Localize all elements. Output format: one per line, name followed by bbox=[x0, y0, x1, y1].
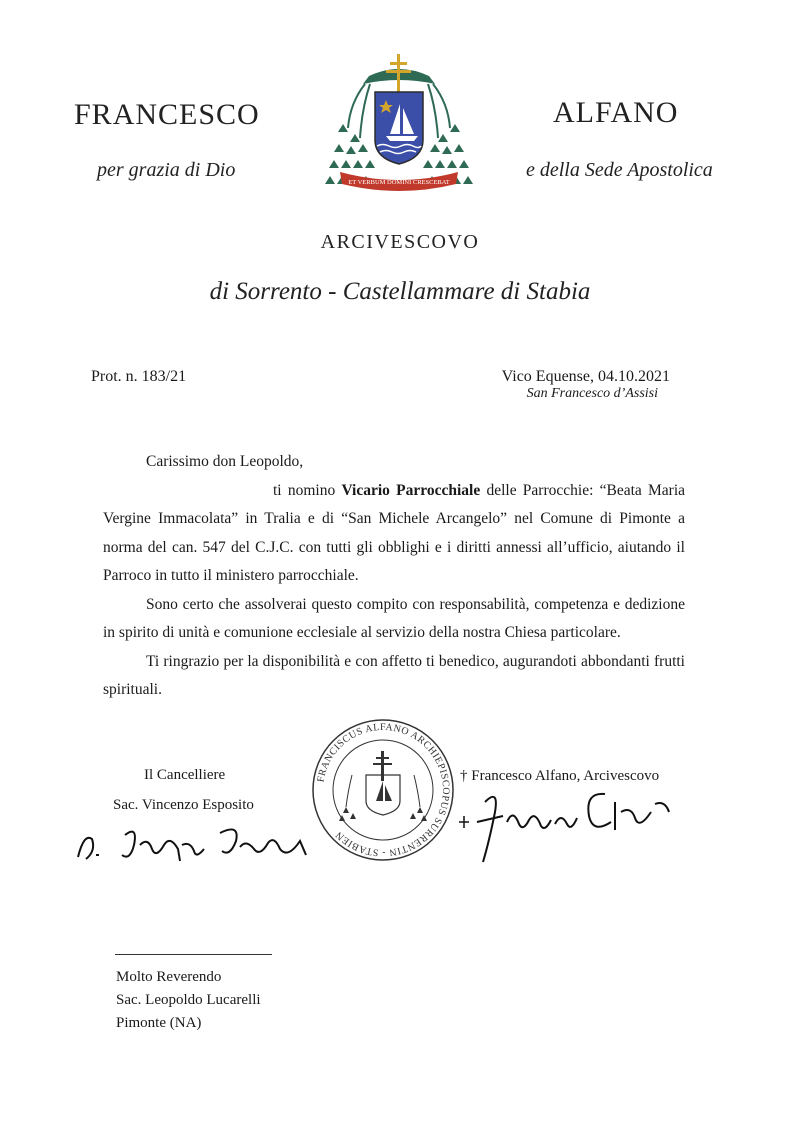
archbishop-last-name: ALFANO bbox=[553, 96, 679, 129]
coat-of-arms-icon bbox=[320, 48, 478, 198]
seal-text: FRANCISCUS ALFANO ARCHIEPISCOPUS SURRENTIN - STABIEN bbox=[315, 721, 452, 859]
salutation: Carissimo don Leopoldo, bbox=[146, 453, 304, 470]
recipient-name: Sac. Leopoldo Lucarelli bbox=[116, 992, 261, 1008]
paragraph-confidence: Sono certo che assolverai questo compito con responsabilità, competenza e dedizione in spirito di unità e comunione ecclesiale al servizio della nostra Chiesa particolare. bbox=[103, 595, 685, 641]
chancellor-signature-icon bbox=[70, 815, 320, 870]
paragraph-thanks: Ti ringrazio per la disponibilità e con affetto ti benedico, augurandoti abbondanti frutti spirituali. bbox=[103, 652, 685, 698]
appointment-role: Vicario Parrocchiale bbox=[341, 481, 481, 499]
place-date: Vico Equense, 04.10.2021 bbox=[501, 368, 670, 385]
recipient-honorific: Molto Reverendo bbox=[116, 969, 222, 985]
official-seal-icon bbox=[308, 715, 458, 865]
diocese-name: di Sorrento - Castellammare di Stabia bbox=[209, 278, 591, 305]
appointment-post: delle Parrocchie: “Beata Maria Vergine Immacolata” in Tralia e di “San Michele Arcangelo” nel Comune di Pimonte a norma del can. 547 del C.J.C. con tutti gli obblighi e i diritti annessi all’ufficio, aiutando il Parroco in tutto il ministero parrocchiale. bbox=[103, 481, 686, 584]
recipient-divider bbox=[115, 954, 272, 955]
sede-apostolica: e della Sede Apostolica bbox=[526, 159, 713, 181]
archbishop-signature-icon bbox=[455, 782, 685, 872]
archbishop-signature-line: † Francesco Alfano, Arcivescovo bbox=[460, 768, 660, 784]
protocol-number: Prot. n. 183/21 bbox=[91, 368, 187, 385]
paragraph-appointment bbox=[103, 477, 685, 591]
feast-day: San Francesco d’Assisi bbox=[526, 386, 658, 401]
svg-text:FRANCISCUS ALFANO ARCHIEPISCOP bbox=[316, 722, 452, 858]
appointment-pre: ti nomino bbox=[273, 481, 342, 499]
chancellor-name: Sac. Vincenzo Esposito bbox=[113, 797, 254, 813]
recipient-block bbox=[116, 966, 261, 1035]
recipient-place: Pimonte (NA) bbox=[116, 1015, 202, 1031]
motto-text: ET VERBUM DOMINI CRESCEBAT bbox=[348, 179, 450, 186]
grazia-di-dio: per grazia di Dio bbox=[97, 159, 236, 181]
letter-body bbox=[103, 448, 685, 705]
title-arcivescovo: ARCIVESCOVO bbox=[320, 231, 480, 253]
archbishop-first-name: FRANCESCO bbox=[74, 98, 260, 131]
chancellor-role: Il Cancelliere bbox=[144, 767, 226, 783]
